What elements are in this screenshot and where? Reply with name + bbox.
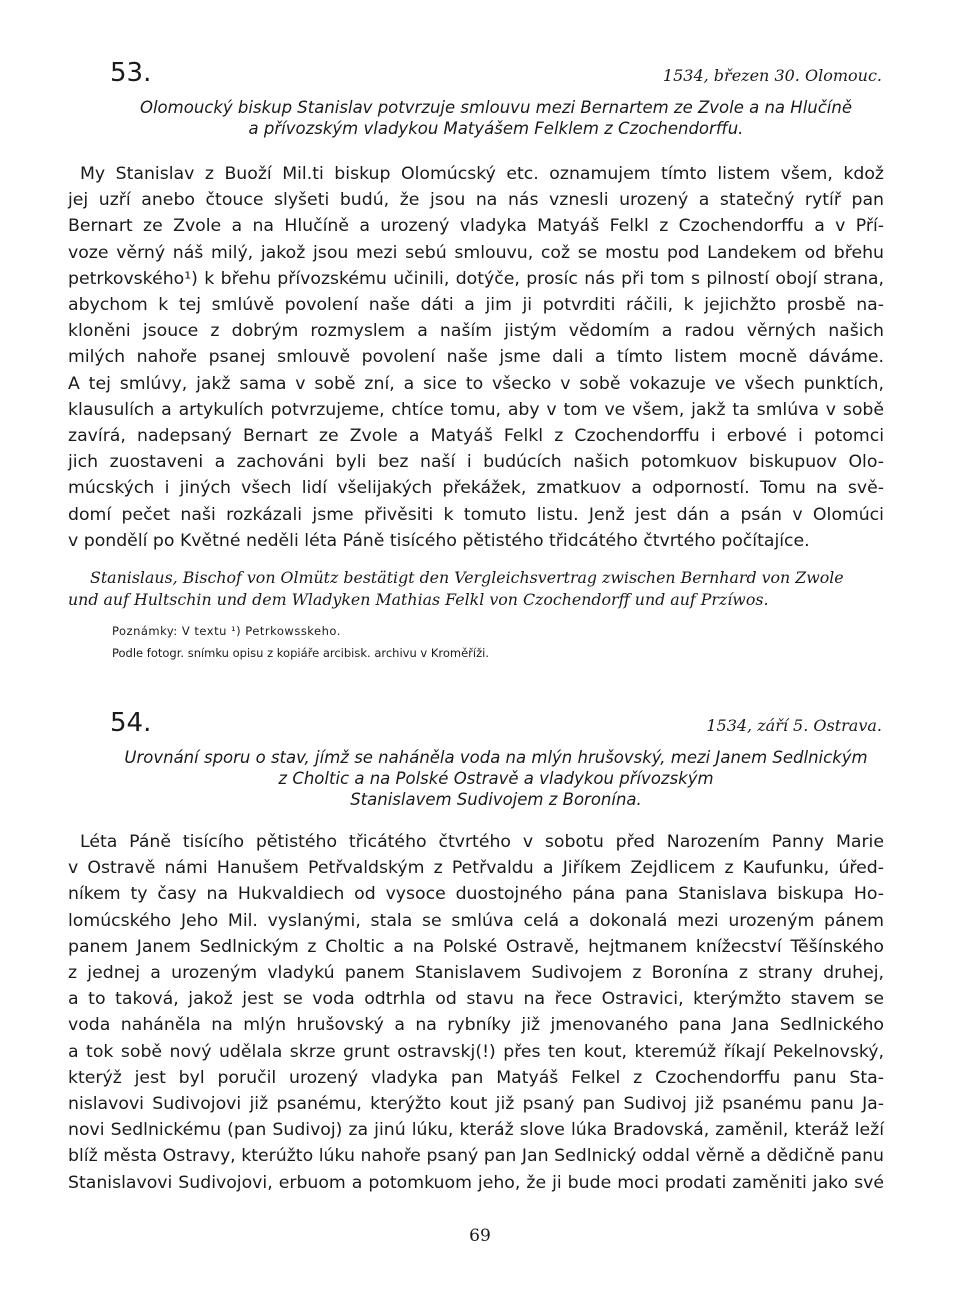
body-line: v pondělí po Květné neděli léta Páně tisícého pětistého třidcátého čtvrtého počítajíce.	[68, 530, 810, 551]
entry-title	[96, 97, 896, 139]
body-line: klausulích a artykulích potvrzujeme, chtíce tomu, aby v tom ve všem, jakž ta smlúva v sobě	[68, 399, 884, 420]
body-line: jej uzří anebo čtouce slyšeti budú, že jsou na nás vznesli urozený a statečný rytíř pan	[68, 190, 884, 211]
body-line: z jednej a urozeným vladykú panem Stanislavem Sudivojem z Boronína z strany druhej,	[68, 963, 884, 984]
note-line: Podle fotogr. snímku opisu z kopiáře arcibisk. archivu v Kroměříži.	[112, 646, 489, 660]
body-line: lomúcského Jeho Mil. vyslanými, stala se smlúva celá a dokonalá mezi urozeným pánem	[68, 910, 884, 931]
body-line: Stanislavovi Sudivojovi, erbuom a potomkuom jeho, že ji bude moci prodati zaměniti jako své	[68, 1172, 884, 1193]
german-line: und auf Hultschin und dem Wladyken Mathias Felkl von Czochendorff und auf Przíwos.	[68, 590, 769, 609]
body-line: voze věrný náš milý, jakož jsou mezi sebú smlouvu, což se mostu pod Landekem od břehu	[68, 242, 884, 263]
body-line: A tej smlúvy, jakž sama v sobě zní, a sice to všecko v sobě vokazuje ve všech punktích,	[68, 373, 884, 394]
body-line: a to taková, jakož jest se voda odtrhla od stavu na řece Ostravici, kterýmžto stavem se	[68, 989, 884, 1010]
body-line: a tok sobě nový udělala skrze grunt ostravskj(!) přes ten kout, kteremúž říkají Pekelnovský,	[68, 1041, 884, 1062]
body-line: nislavovi Sudivojovi již psanému, kterýžto kout již psaný pan Sudivoj již psanému panu Ja-	[68, 1094, 884, 1115]
title-line: Urovnání sporu o stav, jímž se naháněla voda na mlýn hrušovský, mezi Janem Sedlnickým	[124, 748, 868, 767]
body-line: kloněni jsouce z dobrým rozmyslem a naším jistým vědomím a radou věrných našich	[68, 321, 884, 342]
body-line: voda naháněla na mlýn hrušovský a na rybníky již jmenovaného pana Jana Sedlnického	[68, 1015, 884, 1036]
title-line: z Choltic a na Polské Ostravě a vladykou přívozským	[278, 769, 714, 788]
entry-body	[68, 829, 884, 1196]
body-line: petrkovského¹) k břehu přívozskému učinili, dotýče, prosíc nás při tom s pilností obojí strana,	[68, 268, 884, 289]
entry-number: 54.	[110, 708, 152, 738]
entry-date: 1534, září 5. Ostrava.	[706, 716, 882, 735]
page-number: 69	[469, 1226, 491, 1246]
german-line: Stanislaus, Bischof von Olmütz bestätigt den Vergleichsvertrag zwischen Bernhard von Zwole	[90, 568, 844, 587]
body-line: níkem ty časy na Hukvaldiech od vysoce duostojného pána pana Stanislava biskupa Ho-	[68, 884, 884, 905]
notes	[112, 624, 812, 661]
body-line: milých nahoře psanej smlouvě povolení naše jsme dali a tímto listem mocně dáváme.	[68, 347, 884, 368]
body-line: kterýž jest byl poručil urozený vladyka pan Matyáš Felkel z Czochendorffu panu Sta-	[68, 1067, 884, 1088]
entry-body	[68, 161, 884, 554]
body-line: jich zuostaveni a zachováni byli bez naší i budúcích našich potomkuov biskupuov Olo-	[68, 452, 884, 473]
title-line: a přívozským vladykou Matyášem Felklem z Czochendorffu.	[248, 119, 744, 138]
body-line: domí pečet naši rozkázali jsme přivěsiti k tomuto listu. Jenž jest dán a psán v Olomúci	[68, 504, 884, 525]
german-summary	[68, 567, 884, 611]
body-line: panem Janem Sedlnickým z Choltic a na Polské Ostravě, hejtmanem knížecství Těšínského	[68, 936, 884, 957]
body-line: v Ostravě námi Hanušem Petřvaldským z Petřvaldu a Jiříkem Zejdlicem z Kaufunku, úřed-	[68, 858, 884, 879]
body-line: novi Sedlnickému (pan Sudivoj) za jinú lúku, kteráž slove lúka Bradovská, zaměnil, kteráž leží	[68, 1120, 884, 1141]
title-line: Stanislavem Sudivojem z Boronína.	[350, 790, 642, 809]
entry-date: 1534, březen 30. Olomouc.	[662, 66, 882, 85]
note-line: Poznámky: V textu ¹) Petrkowsskeho.	[112, 624, 341, 638]
body-line: zavírá, nadepsaný Bernart ze Zvole a Matyáš Felkl z Czochendorffu i erbové i potomci	[68, 426, 884, 447]
body-line: blíž města Ostravy, kterúžto lúku nahoře psaný pan Jan Sedlnický oddal věrně a dědičně panu	[68, 1146, 884, 1167]
title-line: Olomoucký biskup Stanislav potvrzuje smlouvu mezi Bernartem ze Zvole a na Hlučíně	[139, 98, 852, 117]
body-line: Bernart ze Zvole a na Hlučíně a urozený vladyka Matyáš Felkl z Czochendorffu a v Pří-	[68, 216, 884, 237]
body-line: My Stanislav z Buoží Mil.ti biskup Olomúcský etc. oznamujem tímto listem všem, kdož	[80, 164, 884, 184]
entry-title	[96, 747, 896, 810]
body-line: abychom k tej smlúvě povolení naše dáti a jim ji potvrditi ráčili, k jejichžto prosbě na-	[68, 295, 884, 316]
entry-number: 53.	[110, 58, 152, 88]
body-line: múcských i jiných všech lidí všelijakých překážek, zmatkuov a odporností. Tomu na svě-	[68, 478, 884, 499]
body-line: Léta Páně tisícího pětistého třicátého čtvrtého v sobotu před Narozením Panny Marie	[80, 832, 884, 852]
